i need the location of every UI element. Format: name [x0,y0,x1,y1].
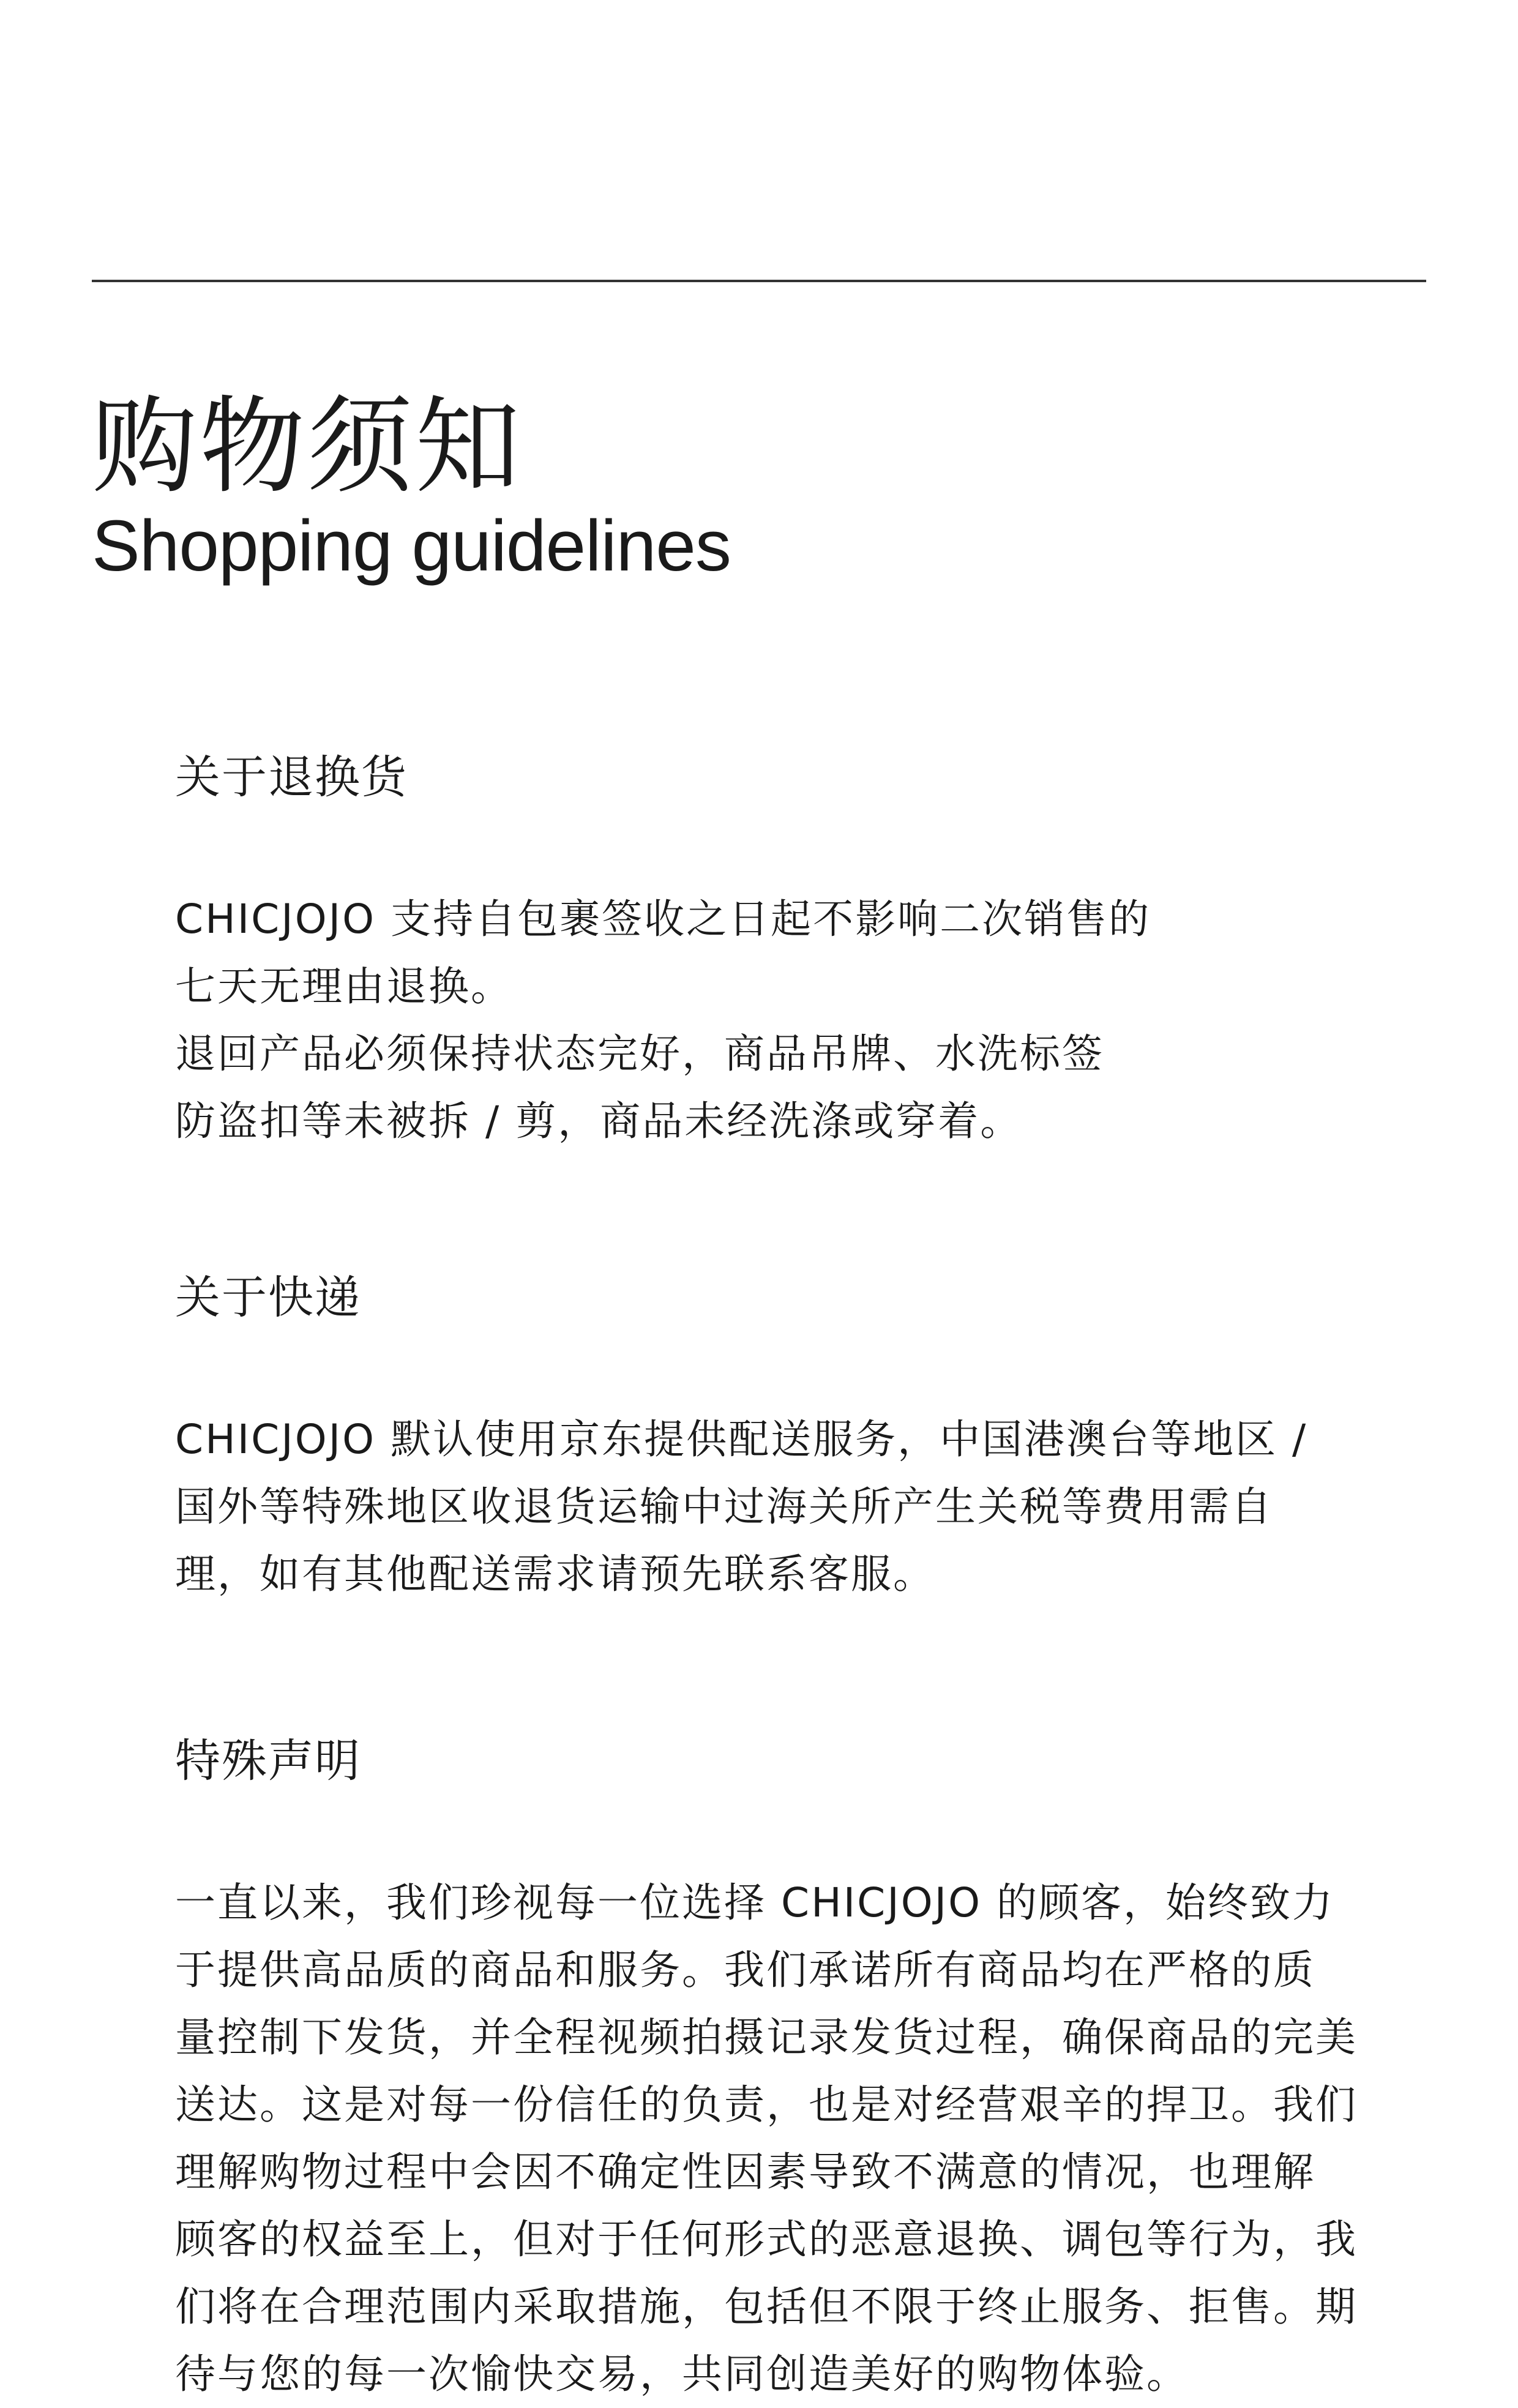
body-line: 待与您的每一次愉快交易，共同创造美好的购物体验。 [175,2350,1189,2398]
page-subtitle: Shopping guidelines [92,506,731,586]
body-line: 理解购物过程中会因不确定性因素导致不满意的情况，也理解 [175,2148,1315,2196]
body-line: 顾客的权益至上，但对于任何形式的恶意退换、调包等行为，我 [175,2216,1358,2263]
body-line: 退回产品必须保持状态完好，商品吊牌、水洗标签 [175,1030,1104,1077]
section-heading: 特殊声明 [175,1735,361,1787]
body-line: 一直以来，我们珍视每一位选择 CHICJOJO 的顾客，始终致力 [175,1879,1335,1926]
body-line: 们将在合理范围内采取措施，包括但不限于终止服务、拒售。期 [175,2283,1358,2330]
body-line: 于提供高品质的商品和服务。我们承诺所有商品均在严格的质 [175,1946,1315,1994]
section-special-statement [175,1733,1358,2408]
header-divider [92,280,1426,282]
body-line: CHICJOJO 支持自包裹签收之日起不影响二次销售的 [175,896,1151,943]
body-line: 国外等特殊地区收退货运输中过海关所产生关税等费用需自 [175,1483,1273,1530]
section-body [175,1406,1350,1608]
section-body [175,886,1350,1155]
section-delivery [175,1270,1350,1608]
body-line: CHICJOJO 默认使用京东提供配送服务，中国港澳台等地区 / [175,1416,1308,1463]
body-line: 送达。这是对每一份信任的负责，也是对经营艰辛的捍卫。我们 [175,2081,1358,2128]
body-line: 七天无理由退换。 [175,963,513,1010]
body-line: 防盗扣等未被拆 / 剪，商品未经洗涤或穿着。 [175,1097,1023,1145]
body-line: 理，如有其他配送需求请预先联系客服。 [175,1550,935,1598]
body-line: 量控制下发货，并全程视频拍摄记录发货过程，确保商品的完美 [175,2014,1358,2061]
section-heading: 关于快递 [175,1271,361,1324]
section-body [175,1869,1358,2408]
section-heading: 关于退换货 [175,751,408,804]
section-returns [175,750,1350,1155]
page-title: 购物须知 [92,385,523,508]
title-block [92,386,731,589]
